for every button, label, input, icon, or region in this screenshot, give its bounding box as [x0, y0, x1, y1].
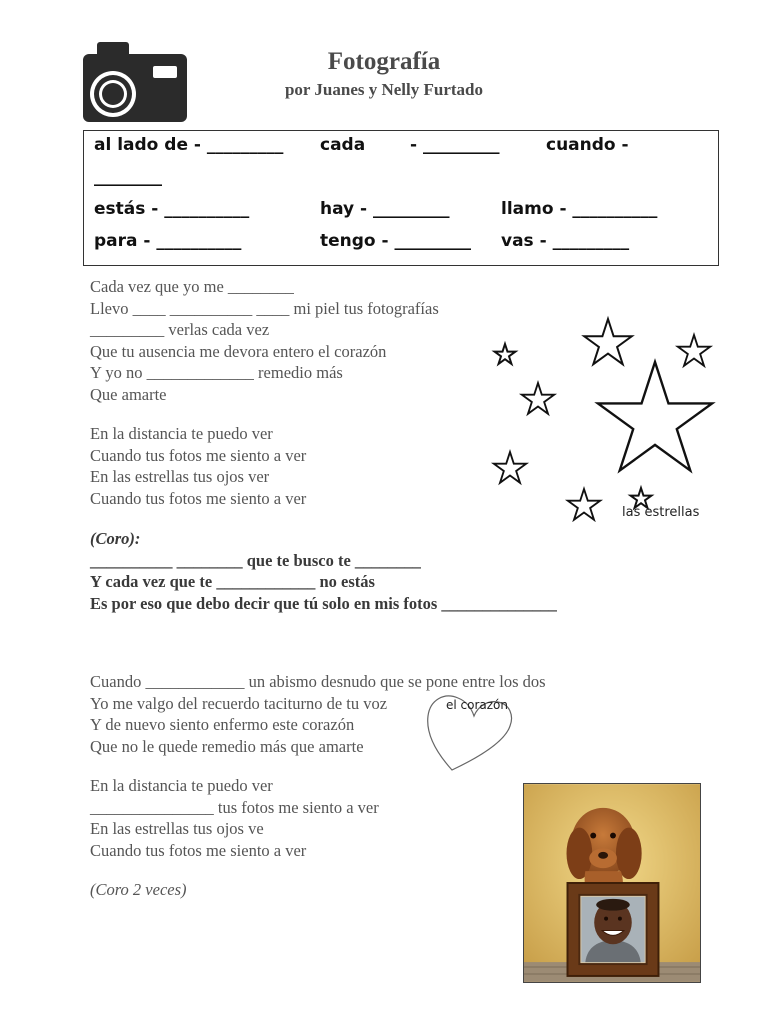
page-title: Fotografía	[327, 48, 441, 75]
vocab-cuando: cuando -	[546, 135, 629, 155]
lyric-line: Que tu ausencia me devora entero el corazón	[90, 341, 387, 361]
vocabulary-box	[83, 130, 719, 266]
lyric-line: Cuando tus fotos me siento a ver	[90, 445, 307, 465]
lyric-line: Que no le quede remedio más que amarte	[90, 736, 364, 756]
vocab-estas: estás - __________	[94, 199, 250, 219]
vocab-tengo: tengo - _________	[320, 231, 471, 251]
prechorus-2	[90, 775, 379, 861]
lyric-line: _________ verlas cada vez	[90, 320, 270, 339]
vocab-llamo: llamo - __________	[501, 199, 658, 219]
vocab-para: para - __________	[94, 231, 242, 251]
vocab-vas: vas - _________	[501, 231, 630, 251]
lyric-line: __________ ________ que te busco te ________	[90, 550, 421, 570]
vocab-cuando-blank: ________	[94, 167, 162, 187]
lyric-line: Llevo ____ __________ ____ mi piel tus fotografías	[90, 298, 439, 318]
lyric-line: Cada vez que yo me ________	[90, 277, 294, 296]
stars-label: las estrellas	[622, 505, 700, 520]
lyric-line: En la distancia te puedo ver	[90, 424, 273, 443]
lyric-line: Y cada vez que te ____________ no estás	[90, 572, 375, 591]
prechorus-1	[90, 423, 306, 509]
vocab-al-lado-de: al lado de - _________	[94, 135, 284, 155]
vocab-cada-blank: - _________	[410, 135, 500, 155]
vocab-hay: hay - _________	[320, 199, 450, 219]
lyric-line: Es por eso que debo decir que tú solo en mis fotos ______________	[90, 593, 557, 613]
lyric-line: Y yo no _____________ remedio más	[90, 363, 343, 382]
vocab-cada: cada	[320, 135, 366, 155]
chorus-label: (Coro):	[90, 529, 141, 548]
lyric-line: Que amarte	[90, 384, 167, 404]
lyric-line: Cuando tus fotos me siento a ver	[90, 488, 307, 508]
lyric-line: Cuando ____________ un abismo desnudo que se pone entre los dos	[90, 672, 546, 691]
lyric-line: En la distancia te puedo ver	[90, 776, 273, 795]
lyric-line: En las estrellas tus ojos ve	[90, 819, 264, 838]
camera-icon	[83, 42, 187, 122]
heart-label: el corazón	[446, 698, 509, 712]
verse-1	[90, 276, 439, 405]
lyric-line: Yo me valgo del recuerdo taciturno de tu voz	[90, 693, 388, 713]
chorus	[90, 528, 557, 614]
outro-note: (Coro 2 veces)	[90, 880, 187, 899]
lyric-line: Y de nuevo siento enfermo este corazón	[90, 715, 355, 734]
lyric-line: Cuando tus fotos me siento a ver	[90, 840, 307, 860]
page-subtitle: por Juanes y Nelly Furtado	[284, 80, 484, 99]
lyric-line: _______________ tus fotos me siento a ver	[90, 797, 379, 817]
lyric-line: En las estrellas tus ojos ver	[90, 467, 270, 486]
dog-with-photo-frame-image	[523, 783, 701, 983]
stars-icon	[488, 312, 718, 522]
